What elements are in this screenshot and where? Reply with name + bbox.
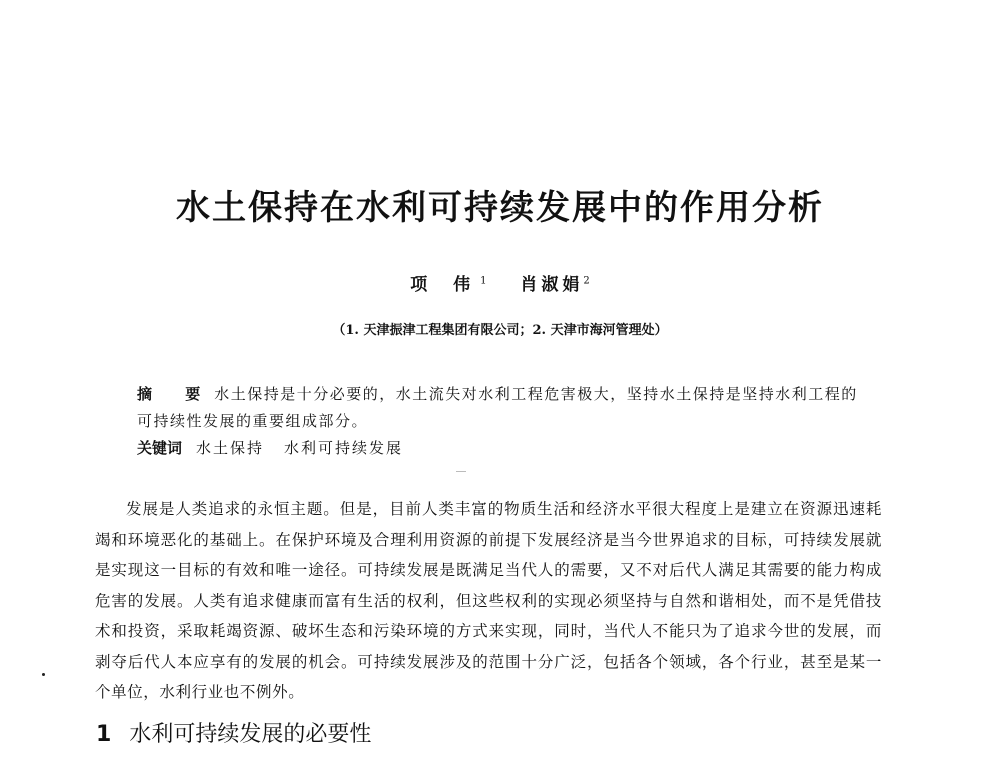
author-1 — [410, 275, 486, 295]
author-2 — [520, 275, 589, 295]
author-list — [0, 270, 1000, 295]
keywords — [137, 435, 862, 462]
margin-dot — [42, 673, 45, 676]
abstract-label: 摘 要 — [137, 385, 215, 403]
author-1-affil-mark: 1 — [480, 275, 487, 287]
author-2-name: 肖淑娟 — [520, 275, 584, 295]
keyword-item: 水土保持 — [196, 439, 265, 457]
author-2-affil-mark: 2 — [583, 275, 590, 287]
keywords-label: 关键词 — [137, 439, 183, 457]
body-paragraph: 发展是人类追求的永恒主题。但是，目前人类丰富的物质生活和经济水平很大程度上是建立在资源迅速耗竭和环境恶化的基础上。在保护环境及合理利用资源的前提下发展经济是当今世界追求的目标，可持续发展就是实现这一目标的有效和唯一途径。可持续发展是既满足当代人的需要，又不对后代人满足其需要的能力构成危害的发展。人类有追求健康而富有生活的权利，但这些权利的实现必须坚持与自然和谐相处，而不是凭借技术和投资，采取耗竭资源、破坏生态和污染环境的方式来实现，同时，当代人不能只为了追求今世的发展，而剥夺后代人本应享有的发展的机会。可持续发展涉及的范围十分广泛，包括各个领域，各个行业，甚至是某一个单位，水利行业也不例外。 — [95, 500, 882, 701]
paper-title: 水土保持在水利可持续发展中的作用分析 — [176, 188, 824, 228]
section-title: 水利可持续发展的必要性 — [129, 722, 372, 747]
abstract-text: 水土保持是十分必要的，水土流失对水利工程危害极大，坚持水土保持是坚持水利工程的可持续性发展的重要组成部分。 — [137, 385, 858, 430]
keyword-item: 水利可持续发展 — [284, 439, 404, 457]
section-number: 1 — [96, 722, 112, 747]
divider — [456, 471, 466, 472]
affiliations: （1. 天津振津工程集团有限公司；2. 天津市海河管理处） — [332, 323, 668, 338]
author-1-name: 项 伟 — [410, 275, 481, 295]
section-heading — [96, 717, 371, 748]
abstract-block — [137, 381, 862, 462]
abstract — [137, 381, 862, 435]
